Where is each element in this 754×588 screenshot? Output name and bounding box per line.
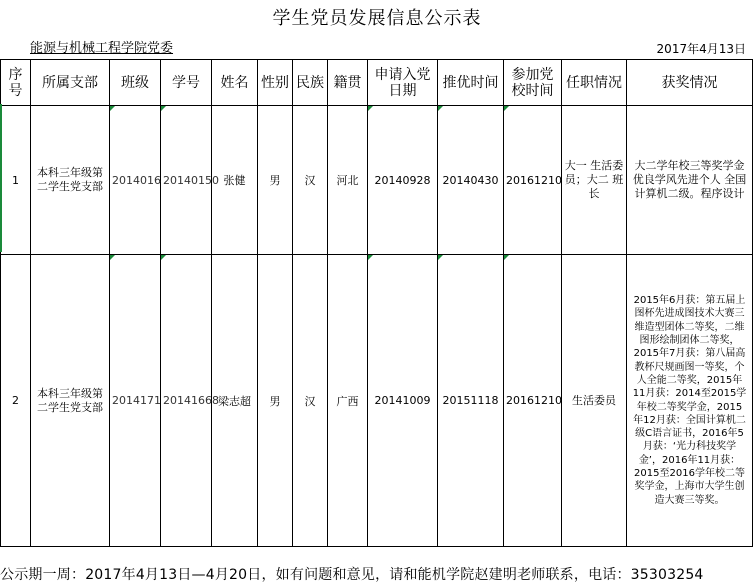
cell-seq[interactable]: 2 <box>1 255 31 547</box>
cell-ethnicity[interactable]: 汉 <box>293 106 328 255</box>
cell-positions[interactable]: 大一 生活委员；大二 班长 <box>562 106 627 255</box>
header-name: 姓名 <box>212 60 258 106</box>
cell-recommend-date[interactable]: 20140430 <box>438 106 504 255</box>
cell-training-date[interactable]: 20161210 <box>504 106 562 255</box>
organization-name: 能源与机械工程学院党委 <box>30 41 174 56</box>
cell-training-date[interactable]: 20161210 <box>504 255 562 547</box>
cell-gender[interactable]: 男 <box>258 255 293 547</box>
cell-origin[interactable]: 广西 <box>328 255 368 547</box>
header-awards: 获奖情况 <box>627 60 753 106</box>
cell-recommend-date[interactable]: 20151118 <box>438 255 504 547</box>
cell-marker <box>110 255 115 260</box>
header-recommend-date: 推优时间 <box>438 60 504 106</box>
cell-awards[interactable]: 2015年6月获：第五届上图杯先进成图技术大赛三维造型团体二等奖，二维图形绘制团体二等奖，2015年7月获：第八届高教杯尺规画图一等奖，个人全能二等奖，2015年11月获：2014至2015学年校二等奖学金，2015年12月获：全国计算机二级C语言证书，2016年5月获：‘光力科技奖学金’，2016年11月获：2015至2016学年校二等奖学金，上海市大学生创造大赛三等奖。 <box>627 255 753 547</box>
cell-marker <box>368 106 373 111</box>
table-header-row <box>1 60 753 106</box>
cell-marker <box>504 106 509 111</box>
header-training-date: 参加党校时间 <box>504 60 562 106</box>
cell-branch[interactable]: 本科三年级第二学生党支部 <box>31 106 110 255</box>
cell-awards[interactable]: 大二学年校三等奖学金 优良学风先进个人 全国计算机二级。程序设计 <box>627 106 753 255</box>
cell-marker <box>110 106 115 111</box>
header-student-id: 学号 <box>161 60 212 106</box>
cell-marker <box>438 106 443 111</box>
cell-marker <box>161 106 166 111</box>
header-ethnicity: 民族 <box>293 60 328 106</box>
header-seq: 序号 <box>1 60 31 106</box>
cell-branch[interactable]: 本科三年级第二学生党支部 <box>31 255 110 547</box>
publicity-notice: 公示期一周：2017年4月13日—4月20日，如有问题和意见，请和能机学院赵建明老师联系，电话：35303254 <box>0 567 704 583</box>
cell-ethnicity[interactable]: 汉 <box>293 255 328 547</box>
header-apply-date: 申请入党日期 <box>368 60 438 106</box>
page-title: 学生党员发展信息公示表 <box>272 8 482 29</box>
header-gender: 性别 <box>258 60 293 106</box>
header-origin: 籍贯 <box>328 60 368 106</box>
selection-indicator <box>0 104 2 252</box>
publish-date: 2017年4月13日 <box>656 42 746 56</box>
header-class: 班级 <box>110 60 161 106</box>
header-branch: 所属支部 <box>31 60 110 106</box>
cell-student-id[interactable]: 20140150 <box>161 106 212 255</box>
cell-marker <box>438 255 443 260</box>
cell-positions[interactable]: 生活委员 <box>562 255 627 547</box>
cell-name[interactable]: 梁志超 <box>212 255 258 547</box>
cell-class[interactable]: 2014016 <box>110 106 161 255</box>
cell-marker <box>504 255 509 260</box>
cell-marker <box>161 255 166 260</box>
cell-seq[interactable]: 1 <box>1 106 31 255</box>
table-row <box>1 255 753 547</box>
publicity-table <box>0 59 753 547</box>
cell-origin[interactable]: 河北 <box>328 106 368 255</box>
cell-apply-date[interactable]: 20140928 <box>368 106 438 255</box>
cell-apply-date[interactable]: 20141009 <box>368 255 438 547</box>
cell-marker <box>368 255 373 260</box>
cell-student-id[interactable]: 20141668 <box>161 255 212 547</box>
cell-class[interactable]: 2014171 <box>110 255 161 547</box>
cell-gender[interactable]: 男 <box>258 106 293 255</box>
cell-name[interactable]: 张健 <box>212 106 258 255</box>
header-positions: 任职情况 <box>562 60 627 106</box>
table-row <box>1 106 753 255</box>
